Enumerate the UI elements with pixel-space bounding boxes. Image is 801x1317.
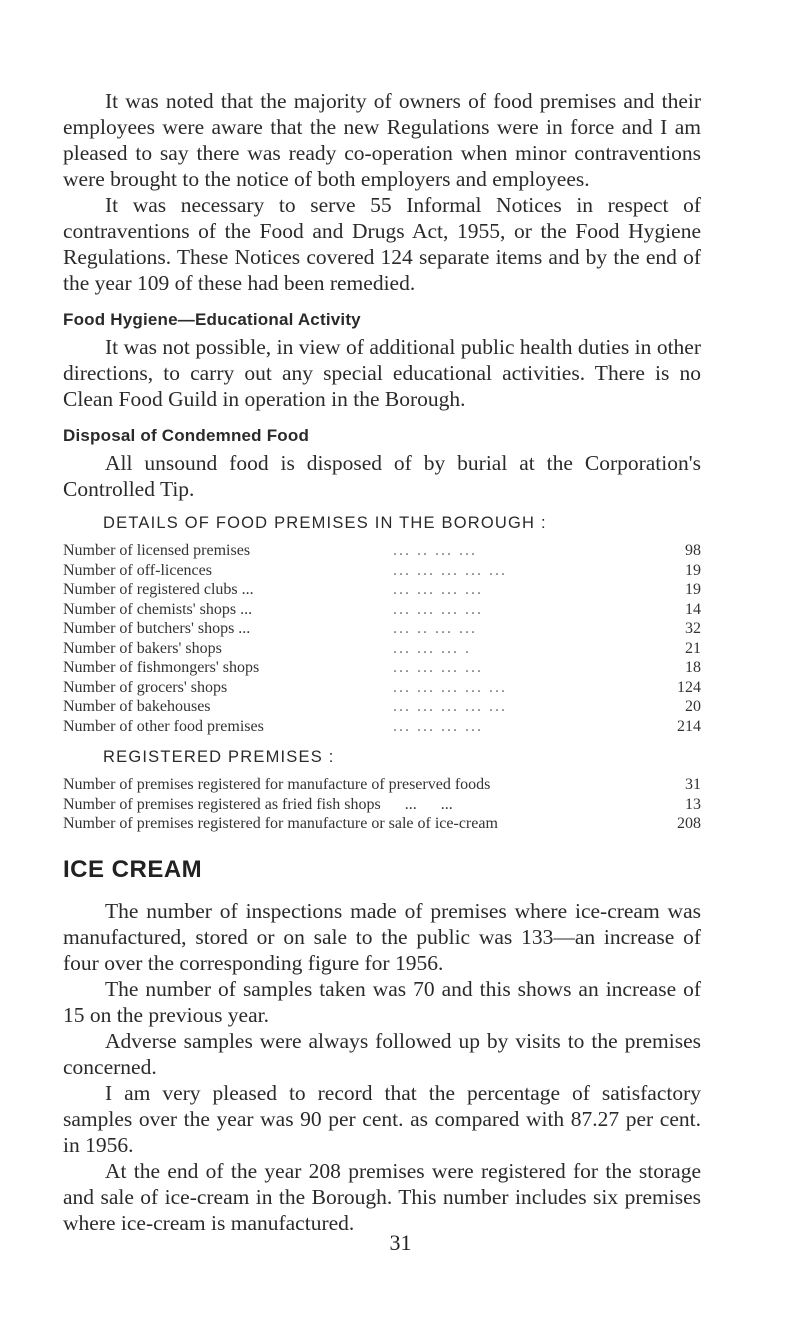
leader-dots: ... .. ... ... bbox=[393, 620, 477, 637]
paragraph-informal-notices: It was necessary to serve 55 Informal Notices in respect of contraventions of the Food and Drugs Act, 1955, or the Food Hygiene Regulations. These Notices covered 124 separate items and by the end of the year 109 of these had been remedied. bbox=[63, 193, 701, 295]
item-label: Number of grocers' shops bbox=[63, 678, 228, 696]
item-label: Number of premises registered for manufacture of preserved foods bbox=[63, 776, 491, 793]
registered-premises-list bbox=[63, 775, 701, 834]
leader-dots: ... .. ... ... bbox=[393, 542, 477, 559]
item-value: 98 bbox=[685, 542, 701, 559]
item-label: Number of chemists' shops ... bbox=[63, 600, 253, 618]
paragraph-educational-activity: It was not possible, in view of additional public health duties in other directions, to carry out any special educational activities. There is no Clean Food Guild in operation in the Borough. bbox=[63, 335, 701, 411]
paragraph-ice-cream-samples: The number of samples taken was 70 and this shows an increase of 15 on the previous year. bbox=[63, 976, 701, 1027]
item-value: 124 bbox=[677, 678, 701, 696]
list-item bbox=[63, 639, 701, 659]
item-value: 14 bbox=[685, 600, 701, 618]
item-value: 32 bbox=[685, 620, 701, 637]
item-value: 18 bbox=[685, 659, 701, 676]
item-value: 208 bbox=[677, 815, 701, 832]
heading-educational-activity: Food Hygiene—Educational Activity bbox=[63, 310, 361, 329]
list-item bbox=[63, 717, 701, 737]
item-label: Number of premises registered for manufacture or sale of ice-cream bbox=[63, 815, 498, 832]
heading-disposal-condemned-food: Disposal of Condemned Food bbox=[63, 426, 310, 445]
list-item bbox=[63, 580, 701, 600]
item-value: 31 bbox=[685, 776, 701, 793]
item-label: Number of off-licences bbox=[63, 561, 212, 579]
paragraph-registered-ice-cream: At the end of the year 208 premises were registered for the storage and sale of ice-cream in the Borough. This number includes six premises where ice-cream is manufactured. bbox=[63, 1158, 701, 1235]
list-item bbox=[63, 561, 701, 581]
list-item bbox=[63, 697, 701, 717]
list-item bbox=[63, 775, 701, 795]
paragraph-ice-cream-inspections: The number of inspections made of premises where ice-cream was manufactured, stored or on sale to the public was 133—an increase of four over the corresponding figure for 1956. bbox=[63, 898, 701, 975]
leader-dots: ... ... ... ... bbox=[393, 600, 483, 618]
paragraph-satisfactory-percentage: I am very pleased to record that the percentage of satisfactory samples over the year was 90 per cent. as compared with 87.27 per cent. in 1956. bbox=[63, 1080, 701, 1157]
leader-dots: ... ... ... ... ... bbox=[393, 698, 507, 715]
item-value: 13 bbox=[685, 795, 701, 813]
item-label: Number of bakers' shops bbox=[63, 639, 222, 657]
item-value: 19 bbox=[685, 561, 701, 579]
leader-dots: ... ... ... ... ... bbox=[393, 561, 507, 579]
list-item bbox=[63, 795, 701, 815]
list-item bbox=[63, 658, 701, 678]
list-item bbox=[63, 541, 701, 561]
leader-dots: ... ... ... ... bbox=[393, 581, 483, 598]
heading-registered-premises: REGISTERED PREMISES : bbox=[103, 748, 335, 766]
item-value: 21 bbox=[685, 639, 701, 657]
item-label: Number of licensed premises bbox=[63, 542, 251, 559]
leader-dots: ... ... ... . bbox=[393, 639, 471, 657]
item-label: Number of fishmongers' shops bbox=[63, 659, 260, 676]
list-item bbox=[63, 600, 701, 620]
page-number: 31 bbox=[389, 1230, 412, 1255]
item-value: 19 bbox=[685, 581, 701, 598]
paragraph-disposal: All unsound food is disposed of by burial at the Corporation's Controlled Tip. bbox=[63, 451, 701, 501]
item-label: Number of butchers' shops ... bbox=[63, 620, 251, 637]
paragraph-regulations-awareness: It was noted that the majority of owners of food premises and their employees were aware that the new Regulations were in force and I am pleased to say there was ready co-operation when minor contraventions were brought to the notice of both employers and employees. bbox=[63, 89, 701, 191]
item-label: Number of other food premises bbox=[63, 717, 264, 735]
list-item bbox=[63, 678, 701, 698]
heading-ice-cream: ICE CREAM bbox=[63, 855, 203, 883]
leader-dots: ... ... ... ... bbox=[393, 659, 483, 676]
leader-dots: ... ... ... ... bbox=[393, 717, 483, 735]
paragraph-adverse-samples: Adverse samples were always followed up by visits to the premises concerned. bbox=[63, 1028, 701, 1079]
leader-dots: ... ... ... ... ... bbox=[393, 678, 507, 696]
heading-details-food-premises: DETAILS OF FOOD PREMISES IN THE BOROUGH : bbox=[103, 514, 547, 532]
item-label: Number of bakehouses bbox=[63, 698, 211, 715]
list-item bbox=[63, 619, 701, 639]
food-premises-list bbox=[63, 541, 701, 736]
item-value: 214 bbox=[677, 717, 701, 735]
item-label: Number of registered clubs ... bbox=[63, 581, 254, 598]
item-value: 20 bbox=[685, 698, 701, 715]
item-label: Number of premises registered as fried fish shops ... ... bbox=[63, 795, 453, 813]
list-item bbox=[63, 814, 701, 834]
page-content bbox=[63, 88, 701, 1236]
